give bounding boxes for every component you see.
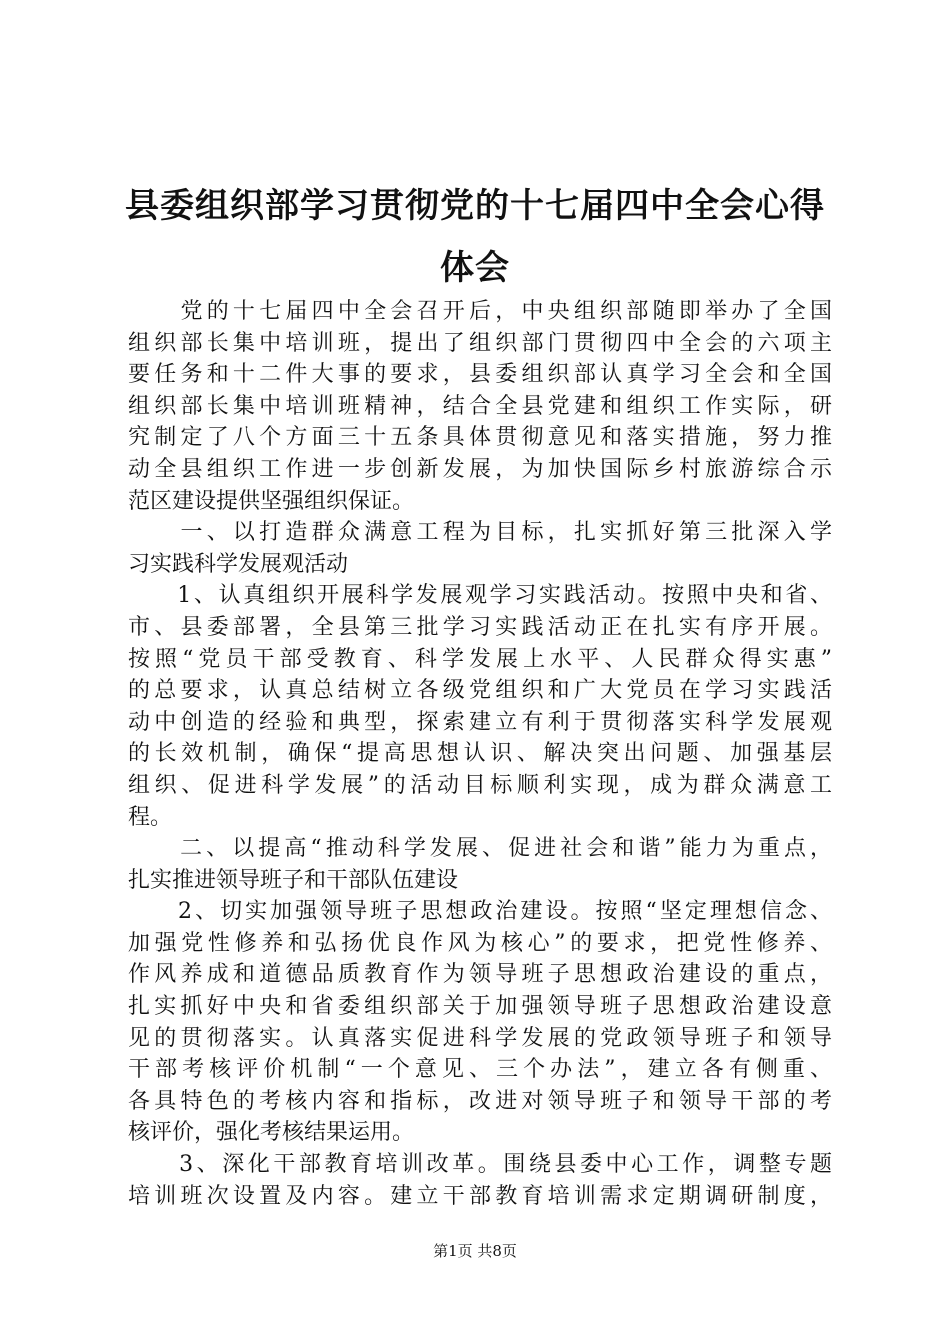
body-text-line: 习实践科学发展观活动: [128, 551, 349, 577]
body-text-line: 组织部长集中培训班，提出了组织部门贯彻四中全会的六项主: [128, 330, 832, 356]
body-text-line: 1、认真组织开展科学发展观学习实践活动。按照中央和省、: [128, 583, 832, 609]
body-text-line: 一、以打造群众满意工程为目标，扎实抓好第三批深入学: [128, 520, 832, 546]
document-title-line2: 体会: [440, 248, 510, 288]
body-text-line: 组织、促进科学发展”的活动目标顺利实现，成为群众满意工: [128, 772, 832, 798]
body-text-line: 2、切实加强领导班子思想政治建设。按照“坚定理想信念、: [128, 899, 832, 925]
body-text-line: 动全县组织工作进一步创新发展，为加快国际乡村旅游综合示: [128, 456, 832, 482]
body-text-line: 加强党性修养和弘扬优良作风为核心”的要求，把党性修养、: [128, 930, 832, 956]
body-text-line: 作风养成和道德品质教育作为领导班子思想政治建设的重点，: [128, 962, 832, 988]
body-text-line: 见的贯彻落实。认真落实促进科学发展的党政领导班子和领导: [128, 1025, 832, 1051]
body-text-line: 究制定了八个方面三十五条具体贯彻意见和落实措施，努力推: [128, 425, 832, 451]
body-text-line: 扎实推进领导班子和干部队伍建设: [128, 867, 459, 893]
body-text-line: 培训班次设置及内容。建立干部教育培训需求定期调研制度，: [128, 1183, 832, 1209]
body-text-line: 各具特色的考核内容和指标，改进对领导班子和领导干部的考: [128, 1088, 832, 1114]
body-text-line: 党的十七届四中全会召开后，中央组织部随即举办了全国: [128, 299, 832, 324]
body-text-line: 的长效机制，确保“提高思想认识、解决突出问题、加强基层: [128, 741, 832, 767]
body-text-line: 组织部长集中培训班精神，结合全县党建和组织工作实际，研: [128, 393, 832, 419]
document-body: [128, 296, 832, 1212]
body-text-line: 按照“党员干部受教育、科学发展上水平、人民群众得实惠”: [128, 646, 832, 672]
page-footer: 第1页 共8页: [433, 1242, 517, 1260]
document-title-line1: 县委组织部学习贯彻党的十七届四中全会心得: [125, 186, 825, 226]
body-text-line: 要任务和十二件大事的要求，县委组织部认真学习全会和全国: [128, 362, 832, 388]
body-text-line: 扎实抓好中央和省委组织部关于加强领导班子思想政治建设意: [128, 994, 832, 1020]
body-text-line: 的总要求，认真总结树立各级党组织和广大党员在学习实践活: [128, 678, 832, 704]
body-text-line: 核评价，强化考核结果运用。: [128, 1120, 415, 1146]
body-text-line: 市、县委部署，全县第三批学习实践活动正在扎实有序开展。: [128, 614, 832, 640]
body-text-line: 干部考核评价机制“一个意见、三个办法”，建立各有侧重、: [128, 1057, 832, 1083]
body-text-line: 动中创造的经验和典型，探索建立有利于贯彻落实科学发展观: [128, 709, 832, 735]
body-text-line: 二、以提高“推动科学发展、促进社会和谐”能力为重点，: [128, 836, 832, 862]
body-text-line: 程。: [128, 804, 173, 830]
body-text-line: 3、深化干部教育培训改革。围绕县委中心工作，调整专题: [128, 1152, 832, 1178]
body-text-line: 范区建设提供坚强组织保证。: [128, 488, 415, 514]
